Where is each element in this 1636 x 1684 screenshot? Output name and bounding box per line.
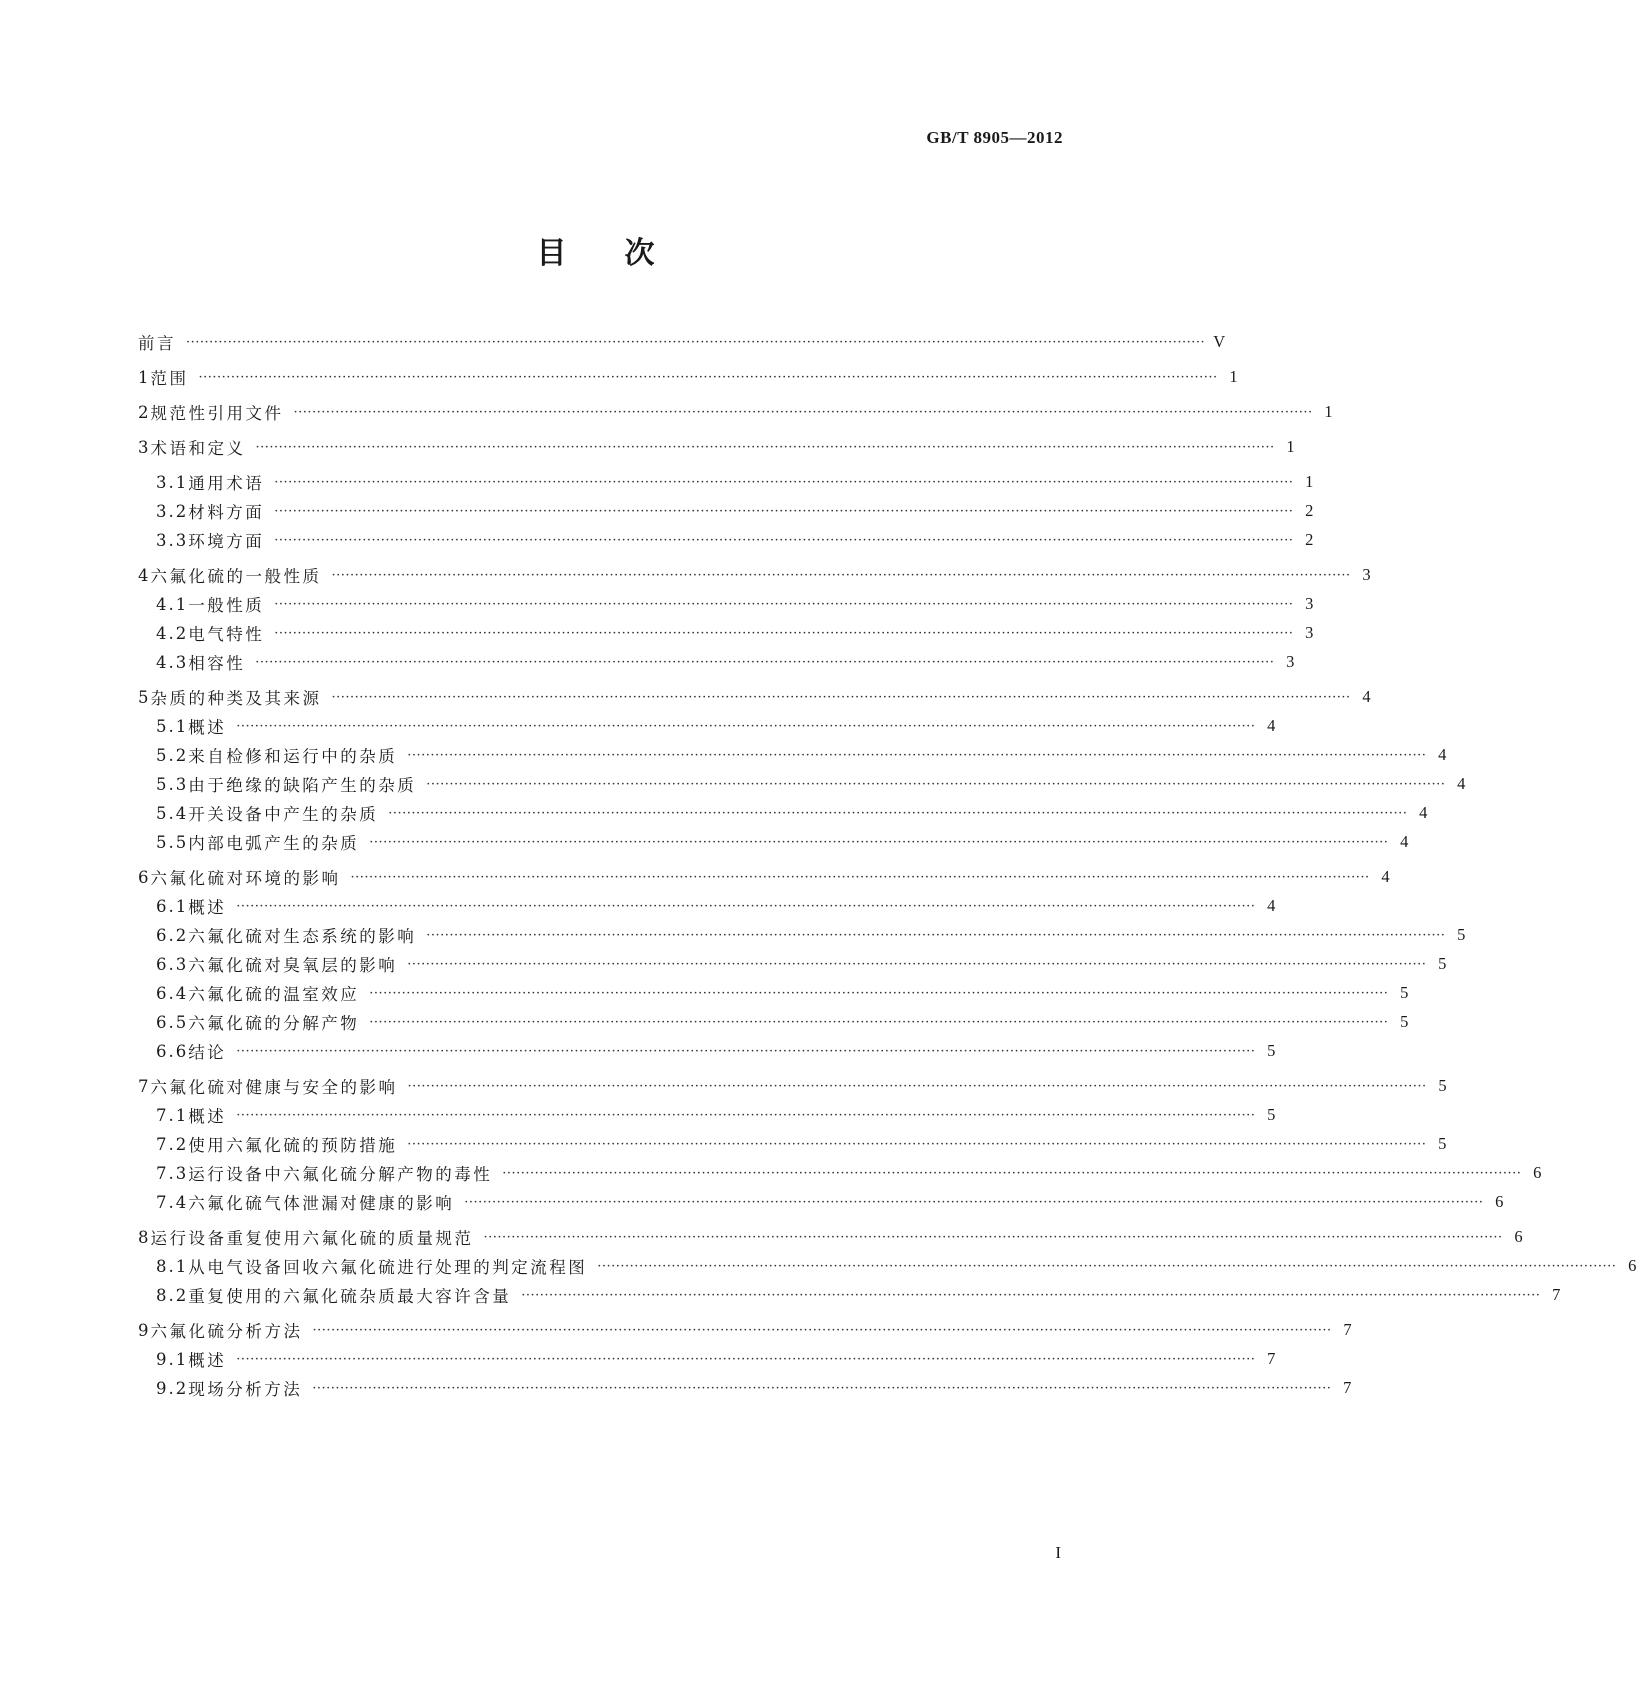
toc-entry-number: 6.5	[156, 1012, 189, 1032]
toc-entry[interactable]	[156, 1255, 1636, 1277]
toc-entry-page: V	[1213, 332, 1226, 351]
toc-entry[interactable]	[138, 436, 1295, 458]
toc-leader-dots: ····························································································································································································································	[236, 1351, 1256, 1367]
toc-entry-page: 5	[1438, 1076, 1447, 1095]
toc-entry-label: 环境方面	[188, 532, 265, 551]
toc-entry-page: 5	[1267, 1105, 1276, 1124]
toc-entry-label: 六氟化硫的一般性质	[150, 567, 322, 586]
toc-entry-number: 2	[138, 402, 151, 422]
toc-entry-number: 4	[138, 565, 151, 585]
toc-leader-dots: ····························································································································································································································	[597, 1258, 1617, 1274]
toc-entry-page: 6	[1514, 1227, 1523, 1246]
toc-entry-label: 前言	[138, 334, 176, 353]
toc-entry-label: 电气特性	[188, 625, 265, 644]
toc-entry[interactable]	[156, 744, 1447, 766]
toc-entry-number: 3.1	[156, 472, 189, 492]
toc-entry-label: 由于绝缘的缺陷产生的杂质	[188, 776, 417, 795]
toc-entry[interactable]	[138, 366, 1238, 388]
toc-entry-number: 7	[138, 1076, 151, 1096]
toc-entry[interactable]	[138, 1226, 1523, 1248]
page-title	[0, 228, 1191, 272]
toc-entry-label: 范围	[150, 369, 189, 388]
toc-leader-dots: ····························································································································································································································	[293, 404, 1313, 420]
toc-entry-page: 2	[1305, 501, 1314, 520]
toc-entry[interactable]	[138, 401, 1333, 423]
toc-entry-label: 六氟化硫对环境的影响	[150, 869, 341, 888]
toc-leader-dots: ····························································································································································································································	[331, 567, 1351, 583]
toc-entry-number: 4.3	[156, 652, 189, 672]
toc-entry[interactable]	[156, 982, 1409, 1004]
toc-entry-label: 六氟化硫分析方法	[150, 1322, 303, 1341]
toc-entry[interactable]	[156, 773, 1466, 795]
toc-entry-page: 6	[1495, 1192, 1504, 1211]
toc-entry-label: 重复使用的六氟化硫杂质最大容许含量	[188, 1287, 512, 1306]
toc-leader-dots: ····························································································································································································································	[464, 1194, 1484, 1210]
toc-entry-page: 1	[1229, 367, 1238, 386]
toc-entry-label: 材料方面	[188, 503, 265, 522]
toc-entry[interactable]	[138, 866, 1390, 888]
toc-entry-number: 8	[138, 1227, 151, 1247]
toc-entry-number: 3.2	[156, 501, 189, 521]
toc-entry-page: 7	[1343, 1320, 1352, 1339]
toc-leader-dots: ····························································································································································································································	[236, 1107, 1256, 1123]
toc-entry-label: 概述	[188, 718, 227, 737]
toc-entry-page: 4	[1400, 832, 1409, 851]
toc-entry-label: 一般性质	[188, 596, 265, 615]
toc-entry-number: 5.2	[156, 745, 189, 765]
toc-entry[interactable]	[138, 1319, 1352, 1341]
toc-entry-label: 六氟化硫的温室效应	[188, 985, 360, 1004]
toc-entry-page: 4	[1457, 774, 1466, 793]
toc-leader-dots: ····························································································································································································································	[274, 532, 1294, 548]
toc-leader-dots: ····························································································································································································································	[331, 689, 1351, 705]
toc-entry-page: 6	[1628, 1256, 1636, 1275]
toc-entry-number: 7.3	[156, 1163, 189, 1183]
toc-leader-dots: ····························································································································································································································	[407, 747, 1427, 763]
toc-leader-dots: ····························································································································································································································	[426, 927, 1446, 943]
toc-entry-label: 开关设备中产生的杂质	[188, 805, 379, 824]
toc-entry[interactable]	[156, 651, 1295, 673]
toc-entry-number: 5.4	[156, 803, 189, 823]
toc-leader-dots: ····························································································································································································································	[236, 1043, 1256, 1059]
toc-entry-number: 8.1	[156, 1256, 189, 1276]
toc-leader-dots: ····························································································································································································································	[274, 625, 1294, 641]
toc-leader-dots: ····························································································································································································································	[198, 369, 1218, 385]
toc-entry[interactable]	[156, 953, 1447, 975]
toc-entry-number: 6.3	[156, 954, 189, 974]
toc-entry[interactable]	[138, 1075, 1447, 1097]
toc-entry-page: 4	[1438, 745, 1447, 764]
toc-entry-label: 术语和定义	[150, 439, 246, 458]
toc-entry-page: 5	[1438, 954, 1447, 973]
toc-entry-page: 3	[1362, 565, 1371, 584]
toc-entry-page: 4	[1419, 803, 1428, 822]
toc-entry-number: 5.3	[156, 774, 189, 794]
toc-leader-dots: ····························································································································································································································	[369, 985, 1389, 1001]
toc-entry-page: 1	[1286, 437, 1295, 456]
toc-entry[interactable]	[138, 686, 1371, 708]
toc-entry-number: 9	[138, 1320, 151, 1340]
toc-leader-dots: ····························································································································································································································	[255, 654, 1275, 670]
toc-entry-label: 六氟化硫的分解产物	[188, 1014, 360, 1033]
toc-entry-label: 结论	[188, 1043, 227, 1062]
toc-leader-dots: ····························································································································································································································	[388, 805, 1408, 821]
toc-entry-page: 3	[1305, 594, 1314, 613]
toc-entry-page: 7	[1267, 1349, 1276, 1368]
toc-leader-dots: ····························································································································································································································	[521, 1287, 1541, 1303]
toc-entry-page: 1	[1324, 402, 1333, 421]
toc-entry-page: 5	[1267, 1041, 1276, 1060]
toc-entry-page: 3	[1305, 623, 1314, 642]
toc-entry[interactable]	[156, 831, 1409, 853]
toc-entry-number: 8.2	[156, 1285, 189, 1305]
toc-entry-page: 7	[1552, 1285, 1561, 1304]
toc-entry-number: 7.4	[156, 1192, 189, 1212]
toc-entry[interactable]	[156, 1191, 1504, 1213]
toc-entry-label: 概述	[188, 898, 227, 917]
title-char-1: 目	[536, 236, 567, 271]
toc-entry[interactable]	[156, 1377, 1352, 1399]
toc-entry-page: 5	[1400, 1012, 1409, 1031]
toc-entry-number: 7.2	[156, 1134, 189, 1154]
toc-entry-label: 通用术语	[188, 474, 265, 493]
toc-entry[interactable]	[156, 1284, 1561, 1306]
standard-code: GB/T 8905—2012	[926, 128, 1063, 147]
toc-entry-label: 内部电弧产生的杂质	[188, 834, 360, 853]
toc-entry-number: 7.1	[156, 1105, 189, 1125]
toc-entry-label: 相容性	[188, 654, 246, 673]
toc-entry-label: 运行设备重复使用六氟化硫的质量规范	[150, 1229, 474, 1248]
toc-entry-page: 7	[1343, 1378, 1352, 1397]
toc-entry-number: 6	[138, 867, 151, 887]
toc-entry-label: 六氟化硫对健康与安全的影响	[150, 1078, 398, 1097]
toc-entry-label: 概述	[188, 1351, 227, 1370]
toc-entry-page: 4	[1267, 716, 1276, 735]
toc-leader-dots: ····························································································································································································································	[369, 834, 1389, 850]
toc-entry-number: 4.1	[156, 594, 189, 614]
toc-entry[interactable]	[156, 500, 1314, 522]
toc-entry[interactable]	[156, 715, 1276, 737]
toc-entry[interactable]	[156, 1104, 1276, 1126]
toc-entry-number: 4.2	[156, 623, 189, 643]
toc-entry-number: 3	[138, 437, 151, 457]
toc-entry[interactable]	[156, 1133, 1447, 1155]
toc-leader-dots: ····························································································································································································································	[350, 869, 1370, 885]
toc-entry-number: 5	[138, 687, 151, 707]
title-char-2: 次	[624, 236, 655, 271]
toc-entry[interactable]	[156, 593, 1314, 615]
toc-entry-page: 6	[1533, 1163, 1542, 1182]
toc-leader-dots: ····························································································································································································································	[274, 503, 1294, 519]
toc-entry[interactable]	[156, 924, 1466, 946]
toc-leader-dots: ····························································································································································································································	[483, 1229, 1503, 1245]
toc-leader-dots: ····························································································································································································································	[236, 718, 1256, 734]
toc-entry[interactable]	[156, 622, 1314, 644]
toc-entry-number: 9.1	[156, 1349, 189, 1369]
toc-entry-label: 六氟化硫对臭氧层的影响	[188, 956, 398, 975]
toc-entry[interactable]	[156, 1348, 1276, 1370]
toc-entry-page: 1	[1305, 472, 1314, 491]
toc-entry-number: 9.2	[156, 1378, 189, 1398]
toc-entry-number: 5.1	[156, 716, 189, 736]
toc-entry[interactable]	[156, 471, 1314, 493]
toc-entry-number: 1	[138, 367, 151, 387]
toc-entry[interactable]	[156, 1011, 1409, 1033]
toc-entry-label: 现场分析方法	[188, 1380, 303, 1399]
toc-entry-number: 3.3	[156, 530, 189, 550]
toc-leader-dots: ····························································································································································································································	[186, 334, 1206, 350]
toc-entry-page: 3	[1286, 652, 1295, 671]
toc-leader-dots: ····························································································································································································································	[236, 898, 1256, 914]
toc-leader-dots: ····························································································································································································································	[502, 1165, 1522, 1181]
toc-entry-page: 4	[1381, 867, 1390, 886]
toc-entry-page: 4	[1267, 896, 1276, 915]
toc-entry-page: 5	[1400, 983, 1409, 1002]
page-number: I	[1055, 1543, 1061, 1562]
toc-entry[interactable]	[156, 529, 1314, 551]
toc-entry-label: 六氟化硫气体泄漏对健康的影响	[188, 1194, 455, 1213]
toc-entry-number: 6.2	[156, 925, 189, 945]
toc-entry-number: 5.5	[156, 832, 189, 852]
toc-entry[interactable]	[156, 895, 1276, 917]
toc-entry-label: 使用六氟化硫的预防措施	[188, 1136, 398, 1155]
toc-entry-label: 来自检修和运行中的杂质	[188, 747, 398, 766]
toc-leader-dots: ····························································································································································································································	[274, 474, 1294, 490]
toc-entry-number: 6.4	[156, 983, 189, 1003]
toc-entry[interactable]	[156, 1162, 1542, 1184]
toc-entry-label: 概述	[188, 1107, 227, 1126]
toc-entry-label: 六氟化硫对生态系统的影响	[188, 927, 417, 946]
toc-entry-page: 2	[1305, 530, 1314, 549]
toc-entry-page: 5	[1457, 925, 1466, 944]
toc-entry[interactable]	[138, 564, 1371, 586]
toc-entry[interactable]	[138, 331, 1226, 353]
toc-leader-dots: ····························································································································································································································	[407, 1078, 1427, 1094]
toc-entry-number: 6.1	[156, 896, 189, 916]
toc-entry-number: 6.6	[156, 1041, 189, 1061]
toc-entry-page: 5	[1438, 1134, 1447, 1153]
toc-leader-dots: ····························································································································································································································	[369, 1014, 1389, 1030]
toc-entry-page: 4	[1362, 687, 1371, 706]
toc-leader-dots: ····························································································································································································································	[274, 596, 1294, 612]
toc-leader-dots: ····························································································································································································································	[255, 439, 1275, 455]
toc-entry[interactable]	[156, 1040, 1276, 1062]
toc-leader-dots: ····························································································································································································································	[407, 1136, 1427, 1152]
toc-leader-dots: ····························································································································································································································	[407, 956, 1427, 972]
toc-leader-dots: ····························································································································································································································	[312, 1322, 1332, 1338]
toc-entry-label: 杂质的种类及其来源	[150, 689, 322, 708]
toc-entry-label: 从电气设备回收六氟化硫进行处理的判定流程图	[188, 1258, 588, 1277]
toc-entry-label: 规范性引用文件	[150, 404, 284, 423]
toc-leader-dots: ····························································································································································································································	[312, 1380, 1332, 1396]
toc-entry[interactable]	[156, 802, 1428, 824]
toc-entry-label: 运行设备中六氟化硫分解产物的毒性	[188, 1165, 493, 1184]
toc-leader-dots: ····························································································································································································································	[426, 776, 1446, 792]
